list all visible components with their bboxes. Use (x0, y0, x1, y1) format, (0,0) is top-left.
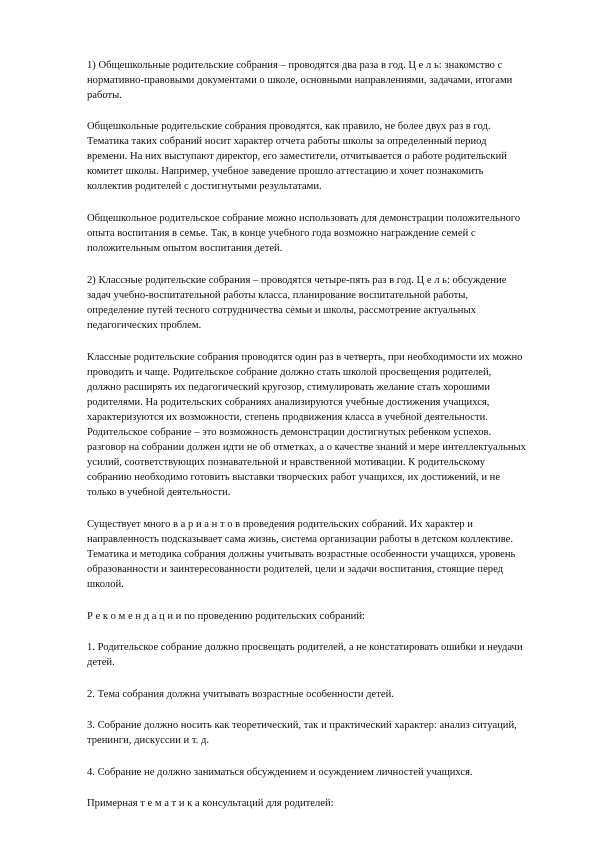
paragraph-recommendation-2: 2. Тема собрания должна учитывать возрастные особенности детей. (87, 689, 394, 700)
paragraph-class-meetings-intro: 2) Классные родительские собрания – проводятся четыре-пять раз в год. Ц е л ь: обсуждение задач учебно-воспитательной работы класса, планирование воспитательной работы, определение путей тесного сотрудничества семьи и школы, рассмотрение актуальных педагогических проблем. (87, 275, 507, 331)
paragraph-recommendations-heading: Р е к о м е н д а ц и и по проведению родительских собраний: (87, 611, 365, 622)
paragraph-general-meetings-intro: 1) Общешкольные родительские собрания – проводятся два раза в год. Ц е л ь: знакомство с нормативно-правовыми документами о школе, основными направлениями, задачами, итогами работы. (87, 60, 513, 101)
paragraph-recommendation-3: 3. Собрание должно носить как теоретический, так и практический характер: анализ ситуаций, тренинги, дискуссии и т. д. (87, 720, 517, 746)
paragraph-meeting-variants: Существует много в а р и а н т о в проведения родительских собраний. Их характер и направленность подсказывает сама жизнь, система организации работы в детском коллективе. Тематика и методика собрания должны учитывать возрастные особенности учащихся, уровень образованности и заинтересованности родителей, цели и задачи воспитания, стоящие перед школой. (87, 519, 516, 590)
paragraph-general-meetings-details: Общешкольные родительские собрания проводятся, как правило, не более двух раз в год. Тематика таких собраний носит характер отчета работы школы за определенный период времени. На них выступают директор, его заместители, отчитывается о работе родительский комитет школы. Например, учебное заведение прошло аттестацию и хочет познакомить коллектив родителей с достигнутыми результатами. (87, 121, 507, 192)
paragraph-class-meetings-details: Классные родительские собрания проводятся один раз в четверть, при необходимости их можно проводить и чаще. Родительское собрание должно стать школой просвещения родителей, должно расширять их педагогический кругозор, стимулировать желание стать хорошими родителями. На родительских собраниях анализируются учебные достижения учащихся, характеризуются их возможности, степень продвижения класса в учебной деятельности. Родительское собрание – это возможность демонстрации достигнутых ребенком успехов. разговор на собрании должен идти не об отметках, а о качестве знаний и мере интеллектуальных усилий, соответствующих познавательной и нравственной мотивации. К родительскому собранию необходимо готовить выставки творческих работ учащихся, их достижений, и не только в учебной деятельности. (87, 352, 526, 498)
document-body (87, 58, 527, 827)
paragraph-recommendation-4: 4. Собрание не должно заниматься обсуждением и осуждением личностей учащихся. (87, 767, 473, 778)
paragraph-recommendation-1: 1. Родительское собрание должно просвещать родителей, а не констатировать ошибки и неудачи детей. (87, 642, 523, 668)
paragraph-general-meetings-experience: Общешкольное родительское собрание можно использовать для демонстрации положительного опыта воспитания в семье. Так, в конце учебного года возможно награждение семей с положительным опытом воспитания детей. (87, 213, 521, 254)
paragraph-consultation-topics-heading: Примерная т е м а т и к а консультаций для родителей: (87, 798, 334, 809)
